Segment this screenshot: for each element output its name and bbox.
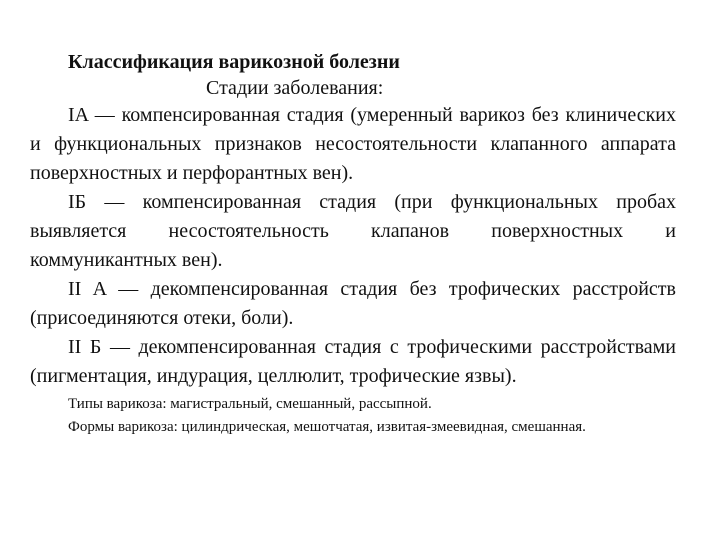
varicose-forms-paragraph: Формы варикоза: цилиндрическая, мешотчатая, извитая-змеевидная, смешанная.	[68, 419, 586, 435]
document-subtitle: Стадии заболевания:	[206, 77, 384, 99]
stage-iib-paragraph: II Б — декомпенсированная стадия с трофическими расстройствами (пигментация, индурация, целлюлит, трофические язвы).	[30, 336, 676, 387]
varicose-types-paragraph: Типы варикоза: магистральный, смешанный, рассыпной.	[68, 396, 432, 412]
document	[30, 49, 676, 439]
stage-ia-paragraph: IA — компенсированная стадия (умеренный варикоз без клинических и функциональных признаков несостоятельности клапанного аппарата поверхностных и перфорантных вен).	[30, 104, 676, 184]
stage-ib-paragraph: IБ — компенсированная стадия (при функциональных пробах выявляется несостоятельность клапанов поверхностных и коммуникантных вен).	[30, 191, 676, 271]
stage-iia-paragraph: II A — декомпенсированная стадия без трофических расстройств (присоединяются отеки, боли).	[30, 278, 676, 329]
document-title: Классификация варикозной болезни	[68, 51, 400, 73]
